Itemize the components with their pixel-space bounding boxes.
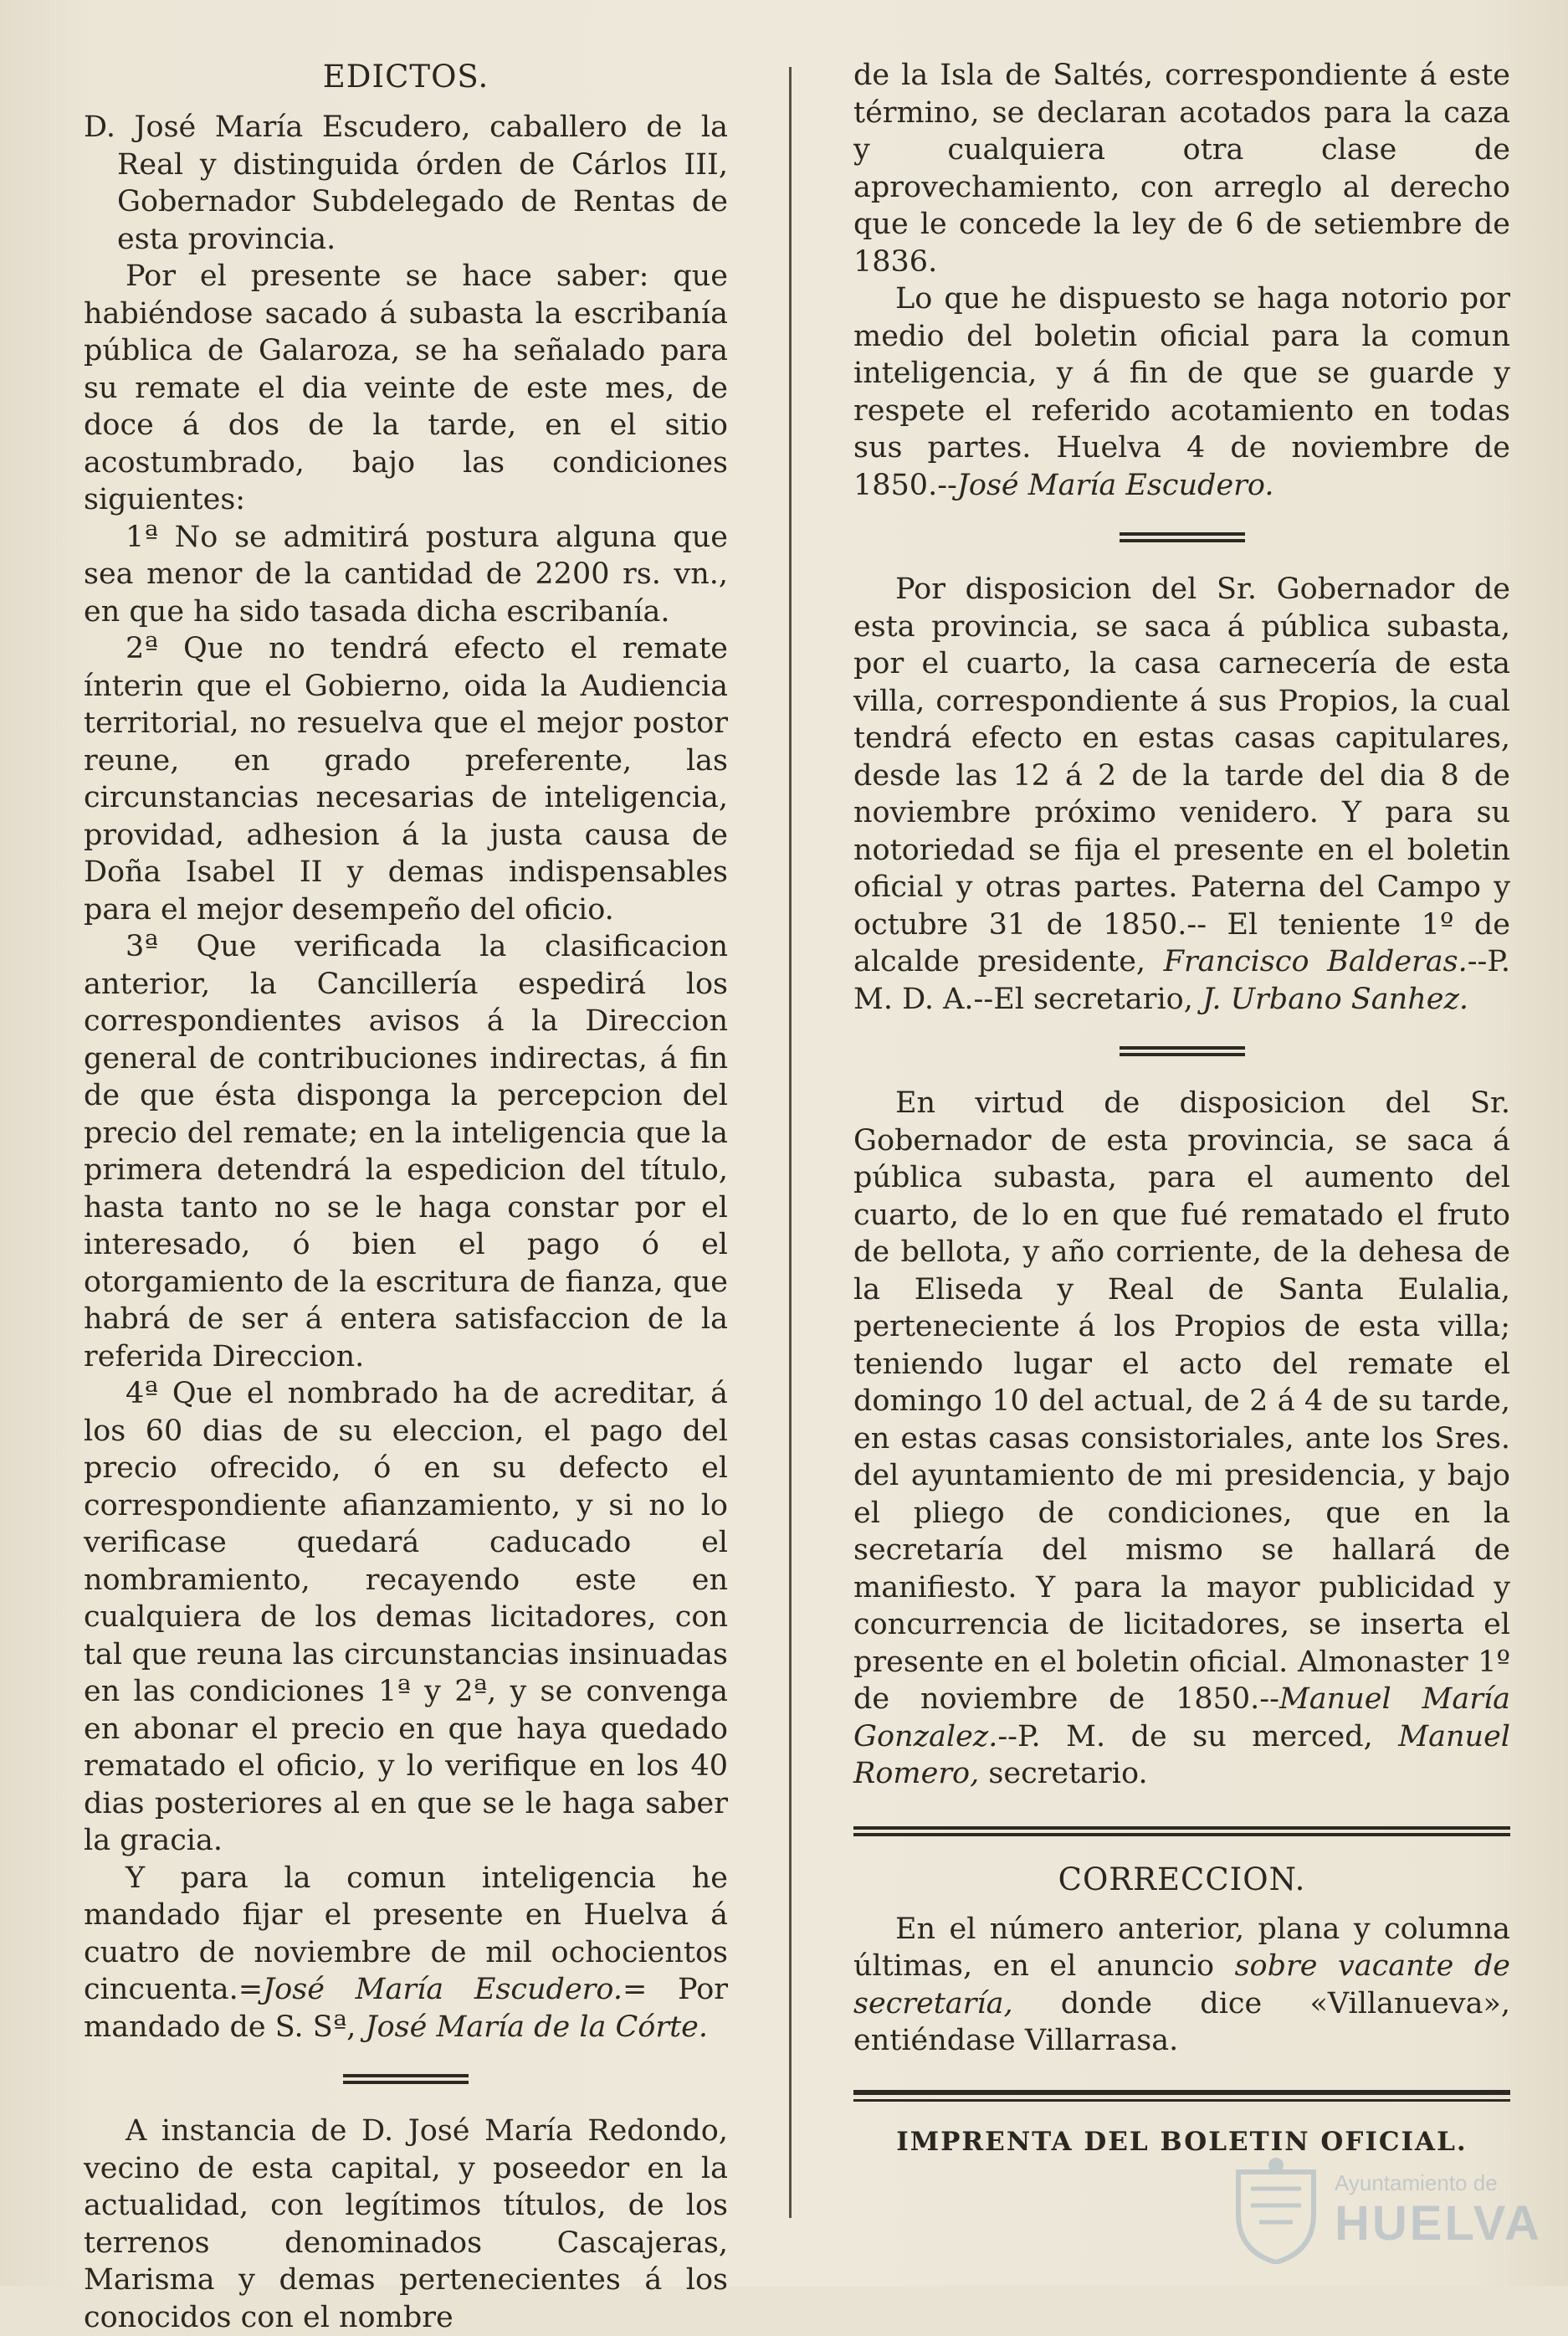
- crest-icon: [1230, 2155, 1322, 2264]
- condition-1: 1ª No se admitirá postura alguna que sea menor de la cantidad de 2200 rs. vn., en que ha sido tasada dicha escribanía.: [84, 520, 728, 629]
- edict-2-start: A instancia de D. José María Redondo, vecino de esta capital, y poseedor en la actualidad, con legítimos títulos, de los terrenos denominados Cascajeras, Marisma y demas pertenecientes á los conocidos con el nombre: [84, 2114, 728, 2334]
- watermark-logo: [1230, 2155, 1542, 2264]
- mandate-text: = Por mandado de S. Sª,: [84, 1973, 728, 2044]
- separator-rule: [853, 1826, 1510, 1836]
- edict-2-end: [853, 280, 1510, 504]
- correction-title: CORRECCION.: [1058, 1861, 1306, 1897]
- closing-text: Y para la comun inteligencia he mandado fijar el presente en Huelva á cuatro de noviembre de mil ochocientos cincuenta.=: [84, 1861, 728, 2006]
- separator-rule: [343, 2074, 469, 2084]
- signature: Manuel Romero,: [853, 1719, 1510, 1790]
- separator-rule: [1120, 1046, 1245, 1056]
- separator-rule: [853, 2090, 1510, 2102]
- signature: Manuel María Gonzalez.: [853, 1682, 1510, 1753]
- signature: José María de la Córte.: [365, 2010, 709, 2044]
- correction-text-b: donde dice «Villanueva», entiéndase Villarrasa.: [853, 1986, 1510, 2057]
- edict-4-mid: --P. M. de su merced,: [997, 1719, 1373, 1753]
- correction-text: [853, 1911, 1510, 2060]
- correction-emphasis: sobre vacante de secretaría,: [853, 1949, 1510, 2020]
- signature: J. Urbano Sanhez.: [1202, 982, 1469, 1016]
- edict-3-mid: --P. M. D. A.--El secretario,: [853, 945, 1510, 1016]
- edict-3-text: Por disposicion del Sr. Gobernador de esta provincia, se saca á pública subasta, por el cuarto, la casa carnecería de esta villa, correspondiente á sus Propios, la cual tendrá efecto en estas casas capitulares, desde las 12 á 2 de la tarde del dia 8 de noviembre próximo venidero. Y para su notoriedad se fija el presente en el boletin oficial y otras partes. Paterna del Campo y octubre 31 de 1850.-- El teniente 1º de alcalde presidente,: [853, 572, 1510, 978]
- edict-intro: Por el presente se hace saber: que habiéndose sacado á subasta la escribanía pública de Galaroza, se ha señalado para su remate el dia veinte de este mes, de doce á dos de la tarde, en el sitio acostumbrado, bajo las condiciones siguientes:: [84, 259, 728, 516]
- correction-text-a: En el número anterior, plana y columna últimas, en el anuncio: [853, 1912, 1510, 1983]
- edict-4-text: En virtud de disposicion del Sr. Gobernador de esta provincia, se saca á pública subasta, para el aumento del cuarto, de lo en que fué rematado el fruto de bellota, y año corriente, de la dehesa de la Eliseda y Real de Santa Eulalia, perteneciente á los Propios de esta villa; teniendo lugar el acto del remate el domingo 10 del actual, de 2 á 4 de su tarde, en estas casas consistoriales, ante los Sres. del ayuntamiento de mi presidencia, y bajo el pliego de condiciones, que en la secretaría del mismo se hallará de manifiesto. Y para la mayor publicidad y concurrencia de licitadores, se inserta el presente en el boletin oficial. Almonaster 1º de noviembre de 1850.--: [853, 1086, 1510, 1716]
- left-column: [84, 59, 728, 2336]
- edict-4: [853, 1085, 1510, 1793]
- watermark-line-2: HUELVA: [1335, 2196, 1542, 2251]
- section-title: EDICTOS.: [322, 59, 489, 95]
- edict-heading: D. José María Escudero, caballero de la Real y distinguida órden de Cárlos III, Gobernador Subdelegado de Rentas de esta provincia.: [84, 110, 728, 256]
- condition-2: 2ª Que no tendrá efecto el remate ínterin que el Gobierno, oida la Audiencia territorial, no resuelva que el mejor postor reune, en grado preferente, las circunstancias necesarias de inteligencia, providad, adhesion á la justa causa de Doña Isabel II y demas indispensables para el mejor desempeño del oficio.: [84, 632, 728, 927]
- column-divider: [789, 67, 792, 2218]
- printer-imprint: IMPRENTA DEL BOLETIN OFICIAL.: [896, 2126, 1468, 2157]
- signature: José María Escudero.: [956, 468, 1274, 502]
- signature: Francisco Balderas.: [1163, 945, 1468, 978]
- edict-2-end-text: Lo que he dispuesto se haga notorio por medio del boletin oficial para la comun inteligencia, y á fin de que se guarde y respete el referido acotamiento en todas sus partes. Huelva 4 de noviembre de 1850.--: [853, 282, 1510, 502]
- edict-closing: [84, 1860, 728, 2046]
- edict-3: [853, 571, 1510, 1018]
- watermark-line-1: Ayuntamiento de: [1335, 2170, 1498, 2195]
- signature: José María Escudero.: [263, 1973, 623, 2006]
- condition-3: 3ª Que verificada la clasificacion anterior, la Cancillería espedirá los correspondientes avisos á la Direccion general de contribuciones indirectas, á fin de que ésta disponga la percepcion del precio del remate; en la inteligencia que la primera detendrá la espedicion del título, hasta tanto no se le haga constar por el interesado, ó bien el pago ó el otorgamiento de la escritura de fianza, que habrá de ser á entera satisfaccion de la referida Direccion.: [84, 930, 728, 1373]
- condition-4: 4ª Que el nombrado ha de acreditar, á los 60 dias de su eleccion, el pago del precio ofrecido, ó en su defecto el correspondiente afianzamiento, y si no lo verificase quedará caducado el nombramiento, recayendo este en cualquiera de los demas licitadores, con tal que reuna las circunstancias insinuadas en las condiciones 1ª y 2ª, y se convenga en abonar el precio en que haya quedado rematado el oficio, y lo verifique en los 40 dias posteriores al en que se le haga saber la gracia.: [84, 1377, 728, 1857]
- edict-4-end: secretario.: [988, 1757, 1148, 1790]
- edict-2-continuation: de la Isla de Saltés, correspondiente á este término, se declaran acotados para la caza y cualquiera otra clase de aprovechamiento, con arreglo al derecho que le concede la ley de 6 de setiembre de 1836.: [853, 59, 1510, 279]
- separator-rule: [1120, 532, 1245, 542]
- right-column: [853, 57, 1510, 2157]
